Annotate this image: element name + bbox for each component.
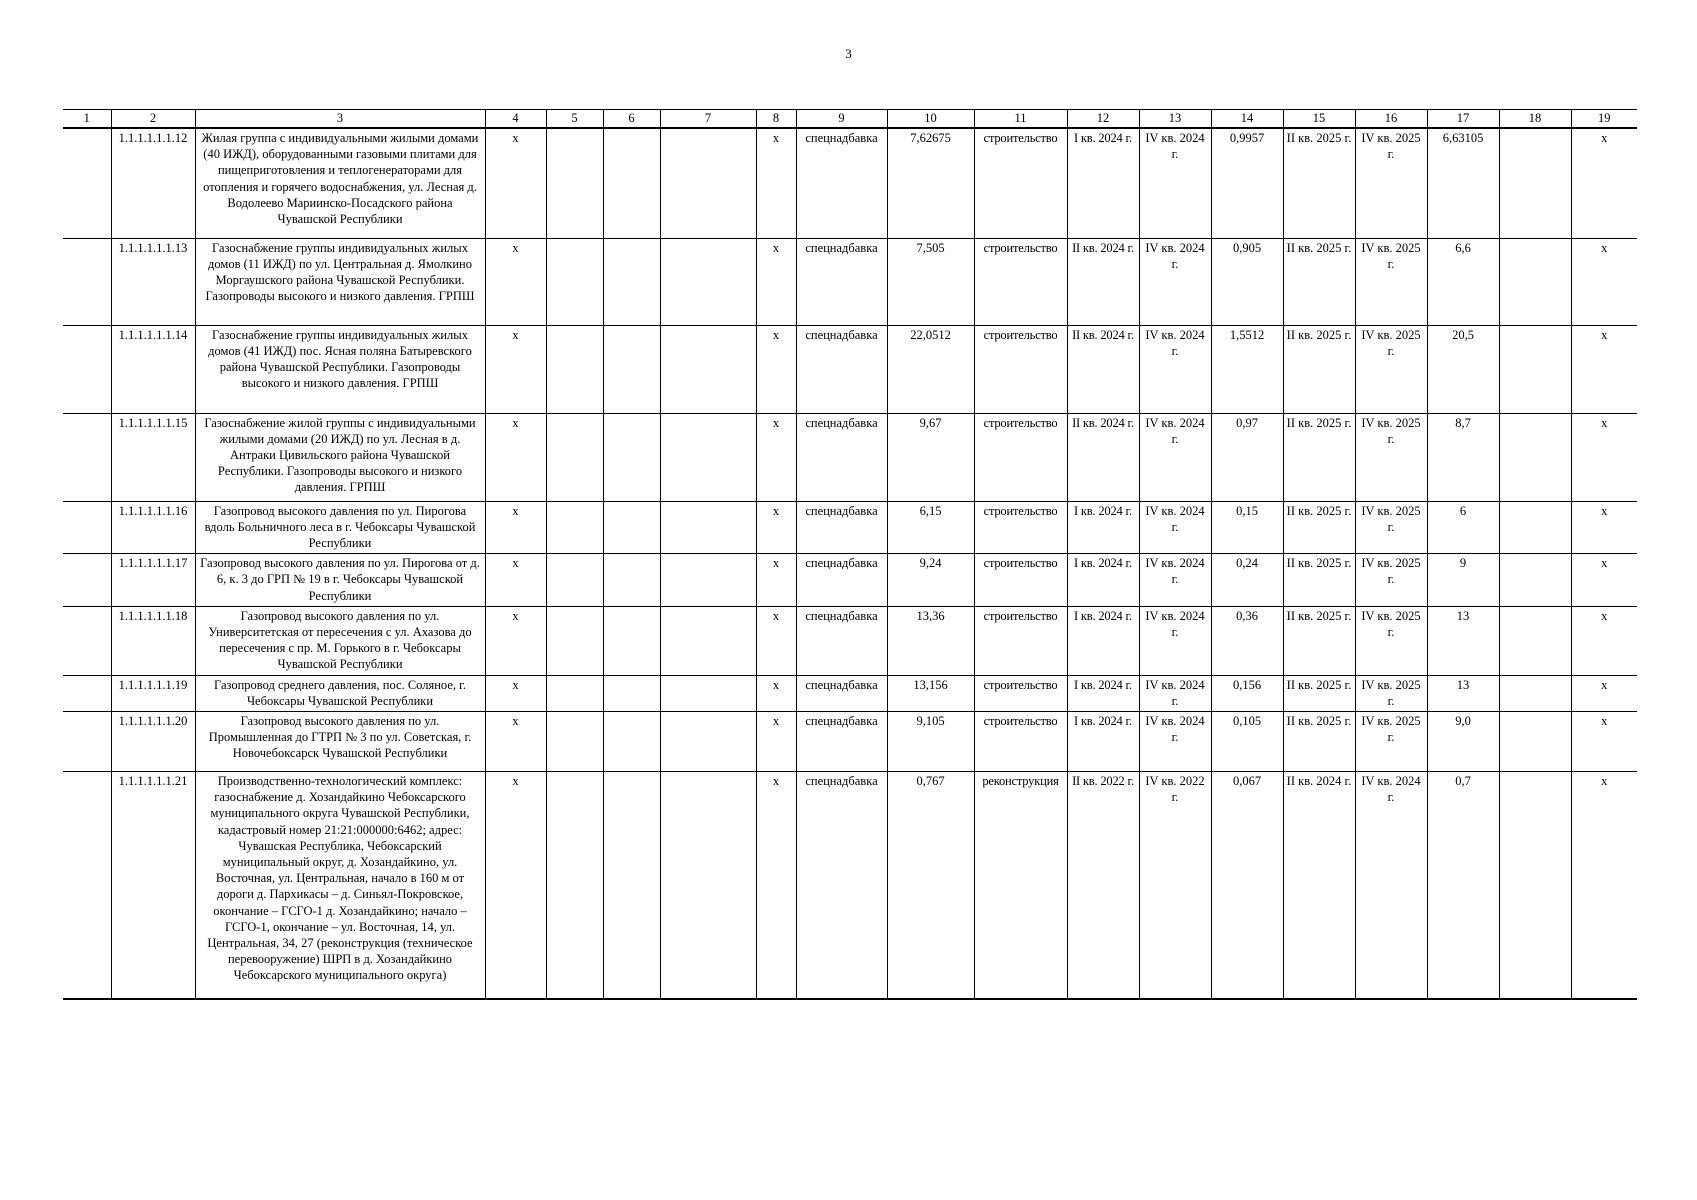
row-number: [63, 238, 111, 325]
cell-5: [546, 675, 603, 711]
total-cost: 7,62675: [887, 128, 974, 238]
object-name: Жилая группа с индивидуальными жилыми домами (40 ИЖД), оборудованными газовыми плитами для пищеприготовления и теплогенераторами для отопления и горячего водоснабжения, ул. Лесная д. Водолеево Мариинско-Посадского района Чувашской Республики: [195, 128, 485, 238]
total-cost: 7,505: [887, 238, 974, 325]
funding-source: спецнадбавка: [796, 413, 887, 501]
construction-start: II кв. 2025 г.: [1283, 238, 1355, 325]
table-row: [63, 554, 1637, 607]
cell-8: х: [756, 554, 796, 607]
column-header: 18: [1499, 110, 1571, 129]
cell-19: х: [1571, 675, 1637, 711]
object-name: Производственно-технологический комплекс: газоснабжение д. Хозандайкино Чебоксарского муниципального округа Чувашской Республики, кадастровый номер 21:21:000000:6462; адрес: Чувашская Республика, Чебоксарский муниципальный округ, д. Хозандайкино, ул. Восточная, ул. Центральная, начало в 160 м от дороги д. Пархикасы – д. Синьял-Покровское, окончание – ГСГО-1 д. Хозандайкино; начало – ГСГО-1, окончание – ул. Восточная, 14, ул. Центральная, 34, 27 (реконструкция (техническое перевооружение) ШРП в д. Хозандайкино Чебоксарского муниципального округа): [195, 771, 485, 999]
cell-6: [603, 325, 660, 413]
total-cost: 22,0512: [887, 325, 974, 413]
design-end: IV кв. 2022 г.: [1139, 771, 1211, 999]
design-cost: 0,36: [1211, 606, 1283, 675]
column-header: 12: [1067, 110, 1139, 129]
cell-8: х: [756, 413, 796, 501]
total-cost: 0,767: [887, 771, 974, 999]
cell-19: х: [1571, 606, 1637, 675]
design-start: II кв. 2022 г.: [1067, 771, 1139, 999]
cell-4: х: [485, 711, 546, 771]
cell-7: [660, 413, 756, 501]
design-end: IV кв. 2024 г.: [1139, 238, 1211, 325]
design-cost: 0,105: [1211, 711, 1283, 771]
funding-source: спецнадбавка: [796, 771, 887, 999]
item-code: 1.1.1.1.1.1.18: [111, 606, 195, 675]
construction-cost: 20,5: [1427, 325, 1499, 413]
funding-source: спецнадбавка: [796, 711, 887, 771]
work-type: строительство: [974, 238, 1067, 325]
cell-8: х: [756, 501, 796, 554]
construction-start: II кв. 2025 г.: [1283, 554, 1355, 607]
column-header: 4: [485, 110, 546, 129]
row-number: [63, 501, 111, 554]
cell-7: [660, 711, 756, 771]
construction-start: II кв. 2025 г.: [1283, 413, 1355, 501]
object-name: Газопровод высокого давления по ул. Пирогова от д. 6, к. 3 до ГРП № 19 в г. Чебоксары Чувашской Республики: [195, 554, 485, 607]
column-header: 3: [195, 110, 485, 129]
design-start: I кв. 2024 г.: [1067, 554, 1139, 607]
cell-19: х: [1571, 413, 1637, 501]
cell-5: [546, 711, 603, 771]
cell-6: [603, 771, 660, 999]
construction-cost: 8,7: [1427, 413, 1499, 501]
item-code: 1.1.1.1.1.1.13: [111, 238, 195, 325]
row-number: [63, 128, 111, 238]
design-end: IV кв. 2024 г.: [1139, 325, 1211, 413]
cell-8: х: [756, 606, 796, 675]
design-end: IV кв. 2024 г.: [1139, 711, 1211, 771]
item-code: 1.1.1.1.1.1.12: [111, 128, 195, 238]
column-header: 1: [63, 110, 111, 129]
column-header: 7: [660, 110, 756, 129]
cell-7: [660, 771, 756, 999]
cell-6: [603, 501, 660, 554]
cell-19: х: [1571, 128, 1637, 238]
funding-source: спецнадбавка: [796, 501, 887, 554]
cell-7: [660, 128, 756, 238]
total-cost: 9,67: [887, 413, 974, 501]
cell-18: [1499, 711, 1571, 771]
total-cost: 9,105: [887, 711, 974, 771]
cell-4: х: [485, 413, 546, 501]
cell-4: х: [485, 675, 546, 711]
column-header: 14: [1211, 110, 1283, 129]
cell-18: [1499, 325, 1571, 413]
total-cost: 6,15: [887, 501, 974, 554]
cell-4: х: [485, 501, 546, 554]
cell-7: [660, 606, 756, 675]
work-type: строительство: [974, 675, 1067, 711]
cell-18: [1499, 413, 1571, 501]
object-name: Газопровод высокого давления по ул. Промышленная до ГТРП № 3 по ул. Советская, г. Новочебоксарск Чувашской Республики: [195, 711, 485, 771]
cell-18: [1499, 128, 1571, 238]
cell-8: х: [756, 325, 796, 413]
cell-18: [1499, 238, 1571, 325]
column-number-row: [63, 110, 1637, 129]
cell-5: [546, 771, 603, 999]
cell-19: х: [1571, 325, 1637, 413]
design-start: I кв. 2024 г.: [1067, 501, 1139, 554]
cell-6: [603, 128, 660, 238]
design-end: IV кв. 2024 г.: [1139, 675, 1211, 711]
design-end: IV кв. 2024 г.: [1139, 501, 1211, 554]
total-cost: 13,36: [887, 606, 974, 675]
page-number: 3: [845, 46, 852, 61]
construction-start: II кв. 2025 г.: [1283, 128, 1355, 238]
cell-4: х: [485, 606, 546, 675]
cell-6: [603, 238, 660, 325]
column-header: 9: [796, 110, 887, 129]
funding-source: спецнадбавка: [796, 554, 887, 607]
design-end: IV кв. 2024 г.: [1139, 128, 1211, 238]
cell-19: х: [1571, 771, 1637, 999]
funding-source: спецнадбавка: [796, 238, 887, 325]
cell-4: х: [485, 238, 546, 325]
construction-end: IV кв. 2025 г.: [1355, 606, 1427, 675]
table-row: [63, 711, 1637, 771]
column-header: 8: [756, 110, 796, 129]
cell-18: [1499, 675, 1571, 711]
total-cost: 13,156: [887, 675, 974, 711]
work-type: реконструкция: [974, 771, 1067, 999]
design-end: IV кв. 2024 г.: [1139, 554, 1211, 607]
column-header: 11: [974, 110, 1067, 129]
column-header: 2: [111, 110, 195, 129]
object-name: Газоснабжение жилой группы с индивидуальными жилыми домами (20 ИЖД) по ул. Лесная в д. Антраки Цивильского района Чувашской Республики. Газопроводы высокого и низкого давления. ГРПШ: [195, 413, 485, 501]
funding-source: спецнадбавка: [796, 675, 887, 711]
construction-cost: 13: [1427, 606, 1499, 675]
cell-7: [660, 675, 756, 711]
table-row: [63, 238, 1637, 325]
table-row: [63, 501, 1637, 554]
work-type: строительство: [974, 606, 1067, 675]
work-type: строительство: [974, 413, 1067, 501]
total-cost: 9,24: [887, 554, 974, 607]
object-name: Газоснабжение группы индивидуальных жилых домов (41 ИЖД) пос. Ясная поляна Батыревского района Чувашской Республики. Газопроводы высокого и низкого давления. ГРПШ: [195, 325, 485, 413]
cell-18: [1499, 554, 1571, 607]
item-code: 1.1.1.1.1.1.20: [111, 711, 195, 771]
item-code: 1.1.1.1.1.1.19: [111, 675, 195, 711]
design-cost: 0,9957: [1211, 128, 1283, 238]
cell-19: х: [1571, 711, 1637, 771]
construction-cost: 9: [1427, 554, 1499, 607]
object-name: Газопровод среднего давления, пос. Соляное, г. Чебоксары Чувашской Республики: [195, 675, 485, 711]
column-header: 5: [546, 110, 603, 129]
construction-start: II кв. 2025 г.: [1283, 606, 1355, 675]
cell-6: [603, 413, 660, 501]
cell-4: х: [485, 128, 546, 238]
cell-5: [546, 606, 603, 675]
construction-end: IV кв. 2024 г.: [1355, 771, 1427, 999]
design-cost: 0,97: [1211, 413, 1283, 501]
row-number: [63, 675, 111, 711]
funding-source: спецнадбавка: [796, 325, 887, 413]
table-row: [63, 325, 1637, 413]
work-type: строительство: [974, 711, 1067, 771]
row-number: [63, 413, 111, 501]
design-end: IV кв. 2024 г.: [1139, 606, 1211, 675]
design-cost: 1,5512: [1211, 325, 1283, 413]
design-start: I кв. 2024 г.: [1067, 606, 1139, 675]
construction-end: IV кв. 2025 г.: [1355, 325, 1427, 413]
cell-6: [603, 711, 660, 771]
work-type: строительство: [974, 128, 1067, 238]
row-number: [63, 711, 111, 771]
construction-start: II кв. 2025 г.: [1283, 501, 1355, 554]
funding-source: спецнадбавка: [796, 128, 887, 238]
design-start: I кв. 2024 г.: [1067, 711, 1139, 771]
item-code: 1.1.1.1.1.1.16: [111, 501, 195, 554]
cell-4: х: [485, 771, 546, 999]
design-start: II кв. 2024 г.: [1067, 325, 1139, 413]
table-row: [63, 771, 1637, 999]
table-row: [63, 128, 1637, 238]
cell-5: [546, 325, 603, 413]
design-start: II кв. 2024 г.: [1067, 413, 1139, 501]
column-header: 6: [603, 110, 660, 129]
design-cost: 0,156: [1211, 675, 1283, 711]
cell-7: [660, 325, 756, 413]
construction-end: IV кв. 2025 г.: [1355, 238, 1427, 325]
construction-start: II кв. 2025 г.: [1283, 711, 1355, 771]
construction-end: IV кв. 2025 г.: [1355, 711, 1427, 771]
construction-cost: 9,0: [1427, 711, 1499, 771]
construction-cost: 6,6: [1427, 238, 1499, 325]
cell-8: х: [756, 128, 796, 238]
construction-start: II кв. 2025 г.: [1283, 325, 1355, 413]
design-cost: 0,24: [1211, 554, 1283, 607]
column-header: 16: [1355, 110, 1427, 129]
construction-cost: 0,7: [1427, 771, 1499, 999]
construction-end: IV кв. 2025 г.: [1355, 501, 1427, 554]
row-number: [63, 325, 111, 413]
cell-5: [546, 501, 603, 554]
cell-8: х: [756, 771, 796, 999]
cell-18: [1499, 501, 1571, 554]
cell-6: [603, 554, 660, 607]
row-number: [63, 771, 111, 999]
construction-cost: 6: [1427, 501, 1499, 554]
cell-19: х: [1571, 554, 1637, 607]
cell-8: х: [756, 711, 796, 771]
item-code: 1.1.1.1.1.1.15: [111, 413, 195, 501]
cell-6: [603, 606, 660, 675]
design-cost: 0,15: [1211, 501, 1283, 554]
column-header: 19: [1571, 110, 1637, 129]
cell-4: х: [485, 325, 546, 413]
construction-cost: 13: [1427, 675, 1499, 711]
column-header: 17: [1427, 110, 1499, 129]
design-cost: 0,067: [1211, 771, 1283, 999]
cell-5: [546, 413, 603, 501]
cell-7: [660, 501, 756, 554]
cell-7: [660, 238, 756, 325]
object-name: Газопровод высокого давления по ул. Университетская от пересечения с ул. Ахазова до пересечения с пр. М. Горького в г. Чебоксары Чувашской Республики: [195, 606, 485, 675]
column-header: 10: [887, 110, 974, 129]
cell-19: х: [1571, 501, 1637, 554]
construction-end: IV кв. 2025 г.: [1355, 554, 1427, 607]
cell-8: х: [756, 675, 796, 711]
item-code: 1.1.1.1.1.1.21: [111, 771, 195, 999]
design-cost: 0,905: [1211, 238, 1283, 325]
cell-5: [546, 238, 603, 325]
cell-8: х: [756, 238, 796, 325]
construction-end: IV кв. 2025 г.: [1355, 675, 1427, 711]
row-number: [63, 554, 111, 607]
construction-cost: 6,63105: [1427, 128, 1499, 238]
work-type: строительство: [974, 501, 1067, 554]
cell-18: [1499, 771, 1571, 999]
work-type: строительство: [974, 325, 1067, 413]
object-name: Газоснабжение группы индивидуальных жилых домов (11 ИЖД) по ул. Центральная д. Ямолкино Моргаушского района Чувашской Республики. Газопроводы высокого и низкого давления. ГРПШ: [195, 238, 485, 325]
row-number: [63, 606, 111, 675]
construction-start: II кв. 2024 г.: [1283, 771, 1355, 999]
construction-end: IV кв. 2025 г.: [1355, 128, 1427, 238]
design-start: I кв. 2024 г.: [1067, 675, 1139, 711]
design-start: II кв. 2024 г.: [1067, 238, 1139, 325]
cell-19: х: [1571, 238, 1637, 325]
construction-start: II кв. 2025 г.: [1283, 675, 1355, 711]
work-type: строительство: [974, 554, 1067, 607]
cell-5: [546, 128, 603, 238]
cell-4: х: [485, 554, 546, 607]
cell-18: [1499, 606, 1571, 675]
object-name: Газопровод высокого давления по ул. Пирогова вдоль Больничного леса в г. Чебоксары Чувашской Республики: [195, 501, 485, 554]
cell-7: [660, 554, 756, 607]
construction-end: IV кв. 2025 г.: [1355, 413, 1427, 501]
table-row: [63, 675, 1637, 711]
funding-source: спецнадбавка: [796, 606, 887, 675]
item-code: 1.1.1.1.1.1.14: [111, 325, 195, 413]
item-code: 1.1.1.1.1.1.17: [111, 554, 195, 607]
investment-program-table: [63, 109, 1637, 1000]
column-header: 13: [1139, 110, 1211, 129]
table-row: [63, 413, 1637, 501]
cell-6: [603, 675, 660, 711]
design-end: IV кв. 2024 г.: [1139, 413, 1211, 501]
cell-5: [546, 554, 603, 607]
table-row: [63, 606, 1637, 675]
design-start: I кв. 2024 г.: [1067, 128, 1139, 238]
column-header: 15: [1283, 110, 1355, 129]
